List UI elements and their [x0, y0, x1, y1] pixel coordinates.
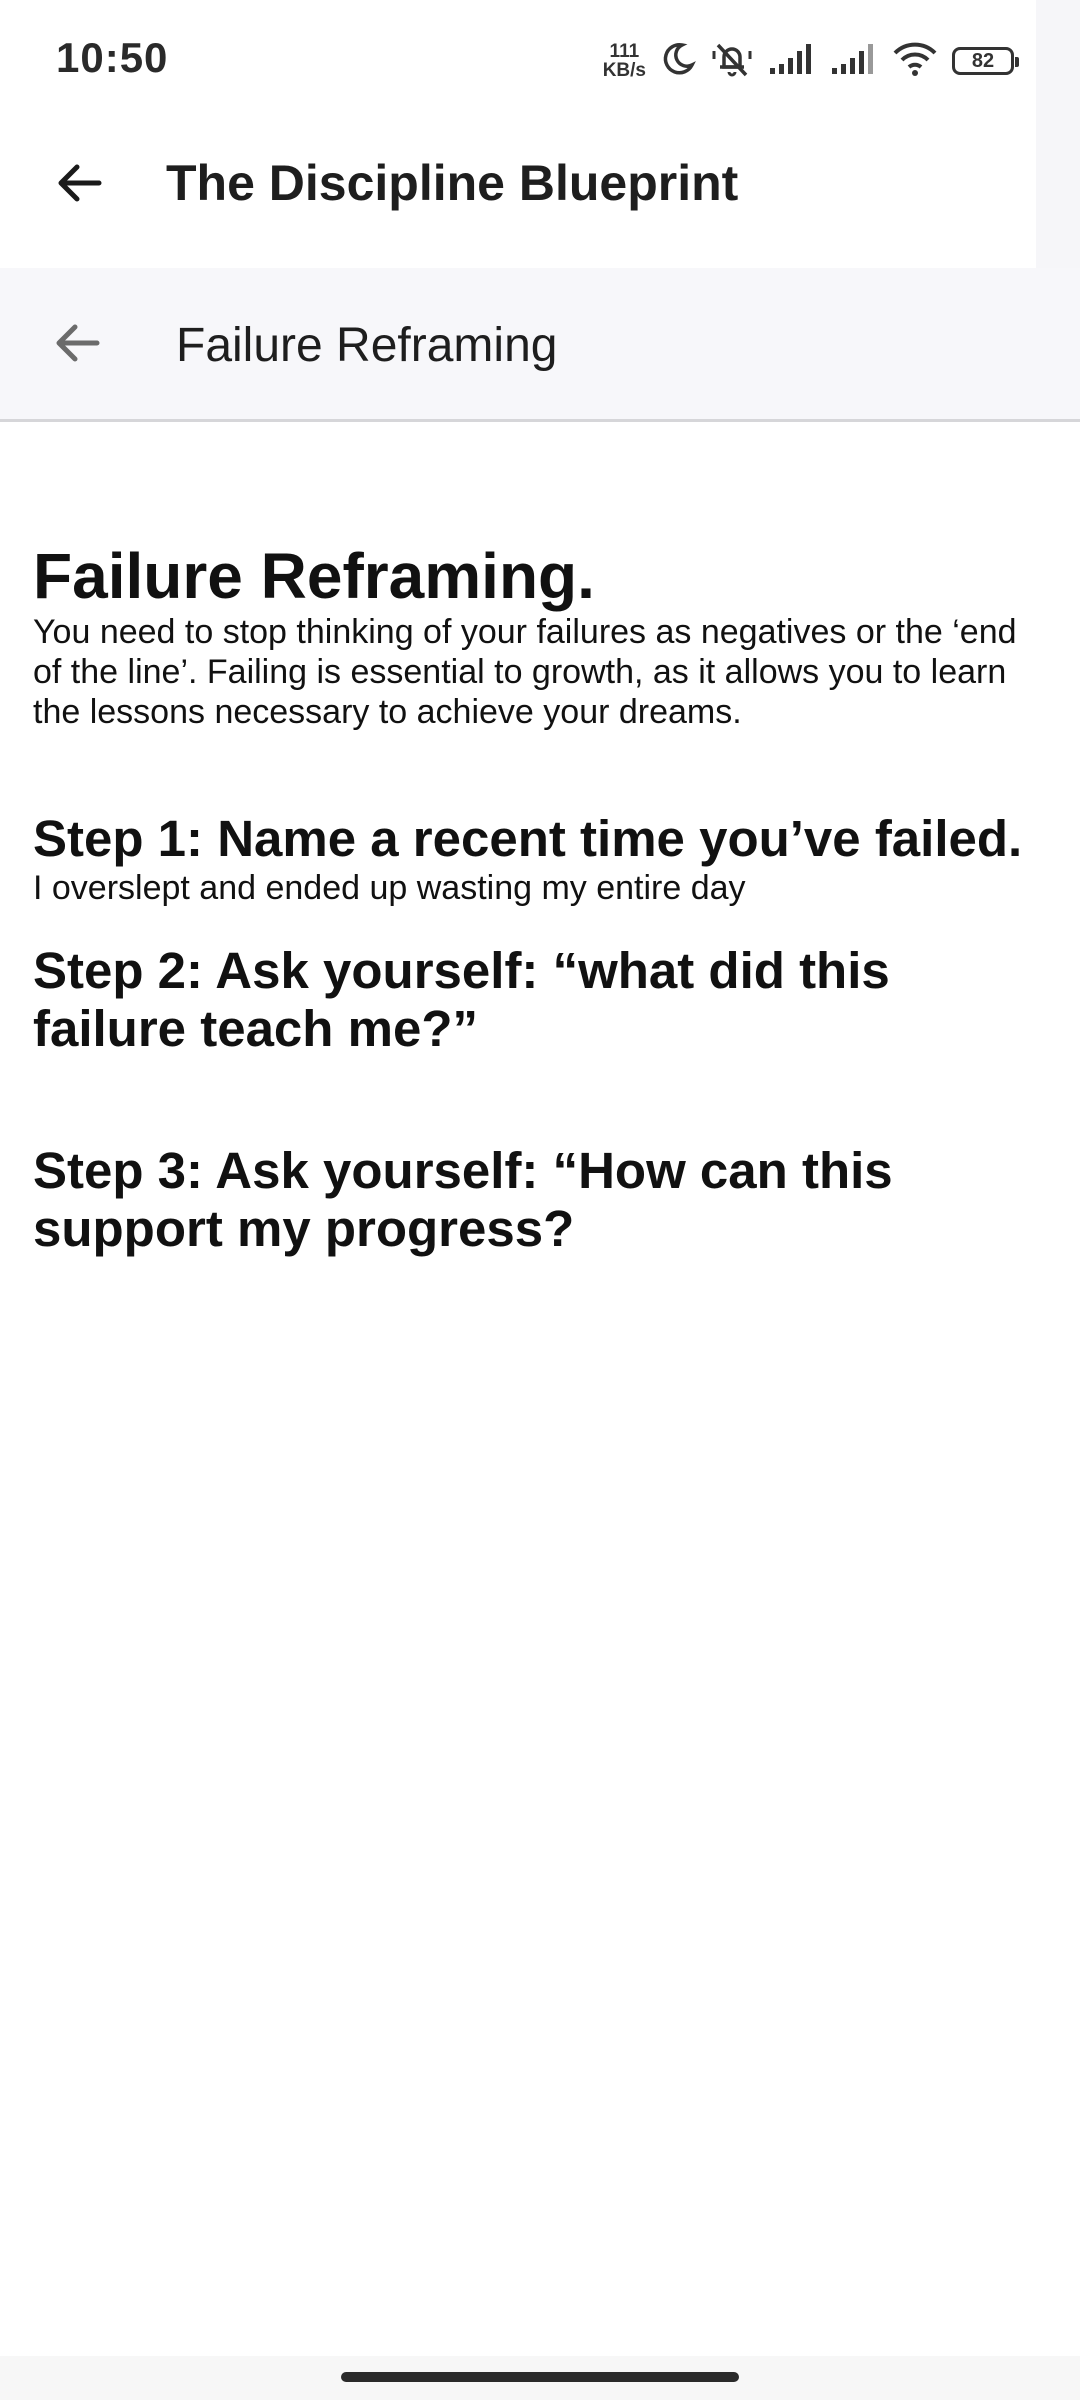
section-back-button[interactable]: [42, 310, 112, 380]
step-2-heading: Step 2: Ask yourself: “what did this failure teach me?”: [33, 942, 890, 1057]
page-heading: Failure Reframing.: [33, 540, 595, 612]
battery-level: 82: [971, 49, 995, 72]
intro-text: You need to stop thinking of your failures as negatives or the ‘end of the line’. Failing is essential to growth, as it allows you to learn the lessons necessary to achieve your dreams.: [33, 613, 1017, 731]
back-button[interactable]: [44, 150, 114, 220]
net-speed-value: 111: [609, 41, 640, 62]
signal-icon: [768, 42, 816, 81]
step-1-heading: Step 1: Name a recent time you’ve failed.: [33, 810, 1023, 867]
moon-icon: [660, 41, 696, 82]
section-title: Failure Reframing: [176, 319, 558, 372]
arrow-left-icon: [51, 317, 103, 374]
battery-icon: [952, 47, 1014, 75]
signal-icon-2: [830, 42, 878, 81]
net-speed-unit: KB/s: [602, 60, 646, 81]
mute-bell-icon: [710, 39, 754, 84]
step-3-heading: Step 3: Ask yourself: “How can this support my progress?: [33, 1142, 893, 1257]
status-bar: [0, 0, 1036, 120]
arrow-left-icon: [53, 157, 105, 214]
wifi-icon: [892, 41, 938, 82]
status-time: 10:50: [56, 34, 169, 81]
page-content: [33, 540, 1048, 1258]
section-header: [0, 268, 1080, 422]
status-icons: [603, 36, 1014, 86]
app-bar: [0, 120, 1036, 268]
net-speed-indicator: [603, 42, 646, 80]
edge-strip: [1036, 0, 1080, 268]
home-indicator[interactable]: [341, 2372, 739, 2382]
step-1-answer[interactable]: I overslept and ended up wasting my entire day: [33, 869, 746, 907]
app-title: The Discipline Blueprint: [166, 155, 739, 211]
